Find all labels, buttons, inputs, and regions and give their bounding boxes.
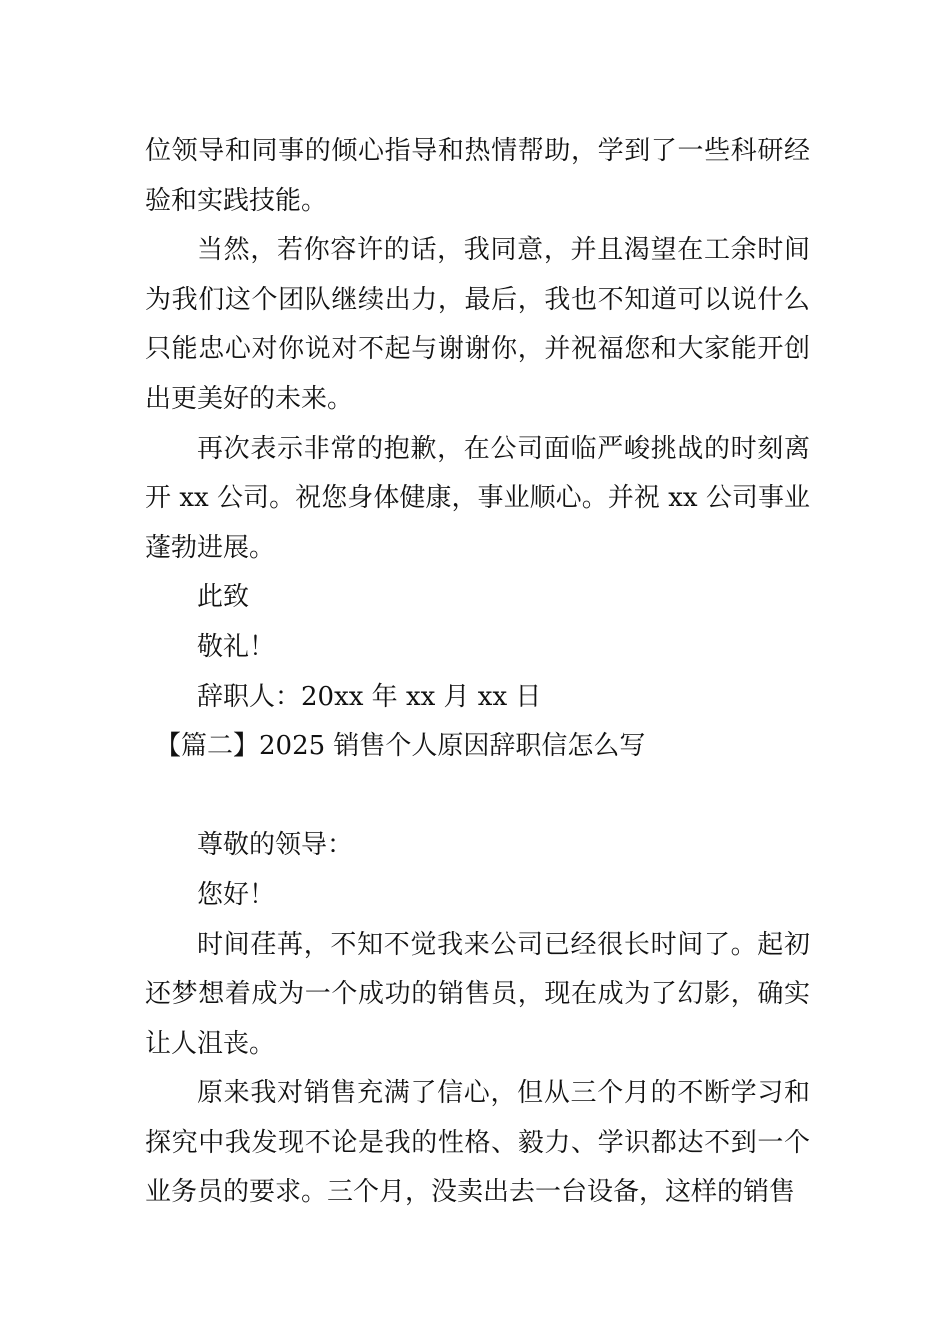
section-heading: 【篇二】2025 销售个人原因辞职信怎么写 — [155, 731, 646, 762]
paragraph-apology: 再次表示非常的抱歉，在公司面临严峻挑战的时刻离开 xx 公司。祝您身体健康，事业顺心。并祝 xx 公司事业蓬勃进展。 — [145, 433, 810, 563]
paragraph-continued: 位领导和同事的倾心指导和热情帮助，学到了一些科研经验和实践技能。 — [145, 136, 810, 216]
paragraph-reason: 原来我对销售充满了信心，但从三个月的不断学习和探究中我发现不论是我的性格、毅力、学识都达不到一个业务员的要求。三个月，没卖出去一台设备，这样的销售 — [145, 1078, 810, 1208]
paragraph-willingness: 当然，若你容许的话，我同意，并且渴望在工余时间为我们这个团队继续出力，最后，我也不知道可以说什么只能忠心对你说对不起与谢谢你，并祝福您和大家能开创出更美好的未来。 — [145, 235, 810, 414]
closing-salutation: 此致 — [197, 582, 250, 613]
closing-regards: 敬礼！ — [197, 631, 276, 662]
letter-hello: 您好！ — [197, 879, 276, 910]
paragraph-time: 时间荏苒，不知不觉我来公司已经很长时间了。起初还梦想着成为一个成功的销售员，现在成为了幻影，确实让人沮丧。 — [145, 929, 810, 1059]
letter-greeting: 尊敬的领导： — [197, 830, 354, 861]
signature-line: 辞职人：20xx 年 xx 月 xx 日 — [197, 681, 542, 712]
blank-line — [145, 772, 810, 822]
document-body — [145, 127, 810, 1218]
